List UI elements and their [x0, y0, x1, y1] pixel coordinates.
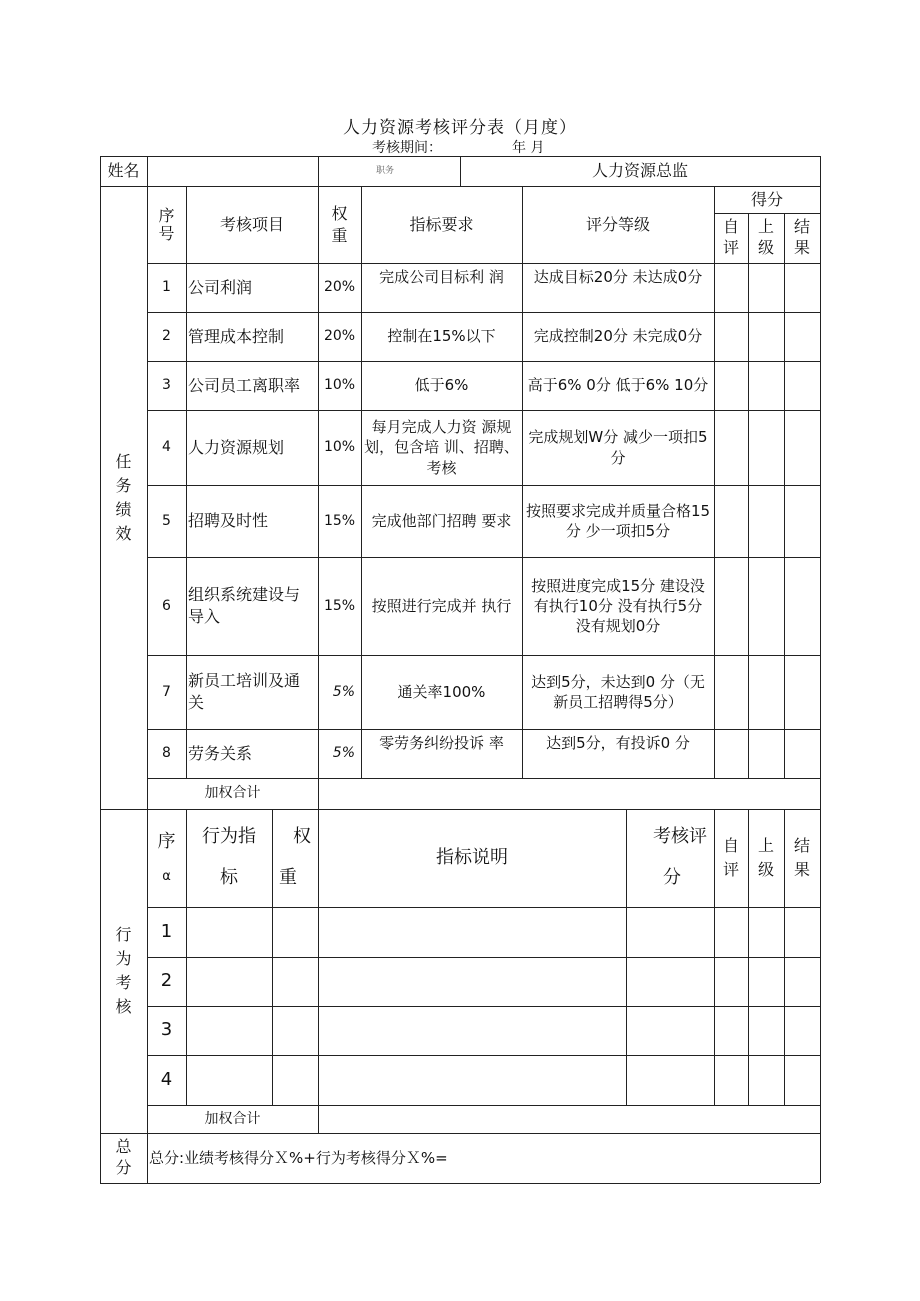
behavior-row-self[interactable] — [714, 907, 748, 957]
row-score-result[interactable] — [784, 410, 820, 485]
row-seq: 7 — [162, 683, 171, 700]
row-requirement: 通关率100% — [397, 682, 486, 701]
row-weight: 20% — [323, 279, 356, 296]
behavior-row-superior[interactable] — [748, 1055, 784, 1105]
row-seq: 5 — [162, 512, 171, 529]
behavior-row-superior[interactable] — [748, 957, 784, 1006]
b-col-weight: 权 重 — [279, 826, 311, 889]
col-weight: 权重 — [331, 203, 348, 245]
row-score-superior[interactable] — [748, 729, 784, 778]
behavior-row-self[interactable] — [714, 1006, 748, 1055]
behavior-row-desc[interactable] — [318, 1055, 626, 1105]
row-grading: 完成控制20分 未完成0分 — [533, 327, 703, 346]
row-grading: 达成目标20分 未达成0分 — [533, 268, 703, 286]
row-score-superior[interactable] — [748, 655, 784, 729]
behavior-row-seq: 3 — [160, 1019, 173, 1041]
behavior-row-item[interactable] — [186, 1006, 272, 1055]
behavior-row-score[interactable] — [626, 1055, 714, 1105]
behavior-row-score[interactable] — [626, 1006, 714, 1055]
b-col-superior: 上级 — [757, 836, 774, 879]
behavior-section-label: 行 为 考 核 — [115, 925, 132, 1016]
row-requirement: 控制在15%以下 — [387, 327, 496, 346]
row-score-result[interactable] — [784, 263, 820, 312]
row-score-self[interactable] — [714, 655, 748, 729]
b-col-self: 自评 — [723, 836, 740, 879]
row-grading: 完成规划W分 减少一项扣5分 — [528, 428, 708, 467]
row-item: 管理成本控制 — [188, 326, 285, 346]
behavior-row-superior[interactable] — [748, 1006, 784, 1055]
col-result: 结果 — [793, 217, 810, 257]
row-score-result[interactable] — [784, 557, 820, 655]
row-item: 新员工培训及通关 — [188, 671, 301, 712]
col-self: 自评 — [723, 217, 740, 257]
total-formula: 总分:业绩考核得分Ｘ%+行为考核得分Ｘ%= — [149, 1148, 448, 1167]
behavior-row-self[interactable] — [714, 1055, 748, 1105]
row-item: 人力资源规划 — [188, 437, 285, 457]
row-seq: 3 — [162, 377, 171, 394]
b-col-score: 考核评 分 — [653, 826, 707, 889]
row-score-superior[interactable] — [748, 410, 784, 485]
row-score-self[interactable] — [714, 312, 748, 361]
row-item: 组织系统建设与导入 — [188, 585, 301, 626]
row-grading: 达到5分，未达到0 分（无新员工招聘得5分） — [531, 672, 705, 711]
behavior-row-item[interactable] — [186, 1055, 272, 1105]
row-weight: 5% — [332, 683, 355, 700]
row-item: 公司利润 — [188, 277, 253, 297]
name-label: 姓名 — [107, 161, 140, 181]
row-score-self[interactable] — [714, 361, 748, 410]
behavior-row-result[interactable] — [784, 957, 820, 1006]
page-title: 人力资源考核评分表（月度） — [343, 118, 577, 138]
col-grading: 评分等级 — [585, 214, 650, 234]
b-col-seq: 序 α — [157, 831, 176, 885]
behavior-row-superior[interactable] — [748, 907, 784, 957]
row-score-superior[interactable] — [748, 557, 784, 655]
behavior-row-weight[interactable] — [272, 1055, 318, 1105]
row-score-self[interactable] — [714, 485, 748, 557]
row-score-result[interactable] — [784, 361, 820, 410]
row-seq: 4 — [162, 439, 171, 456]
behavior-row-desc[interactable] — [318, 957, 626, 1006]
behavior-row-seq: 2 — [160, 970, 173, 992]
row-seq: 2 — [162, 328, 171, 345]
row-score-result[interactable] — [784, 485, 820, 557]
row-weight: 15% — [323, 512, 356, 529]
behavior-row-score[interactable] — [626, 957, 714, 1006]
row-score-superior[interactable] — [748, 312, 784, 361]
col-seq: 序号 — [158, 205, 175, 243]
behavior-row-seq: 4 — [160, 1068, 173, 1090]
position-value: 人力资源总监 — [591, 161, 688, 181]
b-col-result: 结果 — [793, 836, 810, 879]
behavior-row-result[interactable] — [784, 907, 820, 957]
row-requirement: 零劳务纠纷投诉 率 — [379, 734, 504, 752]
behavior-row-weight[interactable] — [272, 907, 318, 957]
position-small-label: 职务 — [376, 165, 395, 176]
row-weight: 10% — [323, 439, 356, 456]
total-label: 总分 — [115, 1137, 132, 1177]
behavior-row-result[interactable] — [784, 1006, 820, 1055]
assessment-period: 考核期间： 年 月 — [372, 140, 545, 156]
row-grading: 高于6% 0分 低于6% 10分 — [527, 376, 709, 395]
row-item: 招聘及时性 — [188, 511, 269, 531]
col-item: 考核项目 — [219, 214, 284, 234]
row-requirement: 每月完成人力资 源规划，包含培 训、招聘、考核 — [364, 418, 519, 477]
behavior-subtotal-label: 加权合计 — [204, 1110, 261, 1127]
behavior-row-weight[interactable] — [272, 1006, 318, 1055]
col-superior: 上级 — [757, 217, 774, 257]
behavior-row-item[interactable] — [186, 907, 272, 957]
b-col-desc: 指标说明 — [436, 846, 508, 868]
row-weight: 5% — [332, 745, 355, 762]
row-weight: 15% — [323, 597, 356, 614]
row-grading: 达到5分，有投诉0 分 — [546, 734, 690, 752]
behavior-row-result[interactable] — [784, 1055, 820, 1105]
row-score-self[interactable] — [714, 410, 748, 485]
behavior-row-score[interactable] — [626, 907, 714, 957]
behavior-row-desc[interactable] — [318, 1006, 626, 1055]
row-seq: 8 — [162, 745, 171, 762]
row-seq: 6 — [162, 597, 171, 614]
col-score: 得分 — [750, 189, 783, 209]
task-section-label: 任 务 绩 效 — [115, 451, 132, 543]
behavior-row-self[interactable] — [714, 957, 748, 1006]
behavior-row-desc[interactable] — [318, 907, 626, 957]
name-field[interactable] — [147, 156, 318, 186]
row-score-result[interactable] — [784, 312, 820, 361]
row-score-result[interactable] — [784, 655, 820, 729]
row-grading: 按照要求完成并质量合格15分 少一项扣5分 — [525, 501, 711, 540]
row-requirement: 完成他部门招聘 要求 — [371, 511, 512, 530]
row-score-superior[interactable] — [748, 485, 784, 557]
behavior-row-weight[interactable] — [272, 957, 318, 1006]
col-requirement: 指标要求 — [409, 214, 474, 234]
row-seq: 1 — [162, 279, 171, 296]
behavior-row-item[interactable] — [186, 957, 272, 1006]
row-weight: 10% — [323, 377, 356, 394]
b-col-item: 行为指 标 — [202, 826, 256, 889]
row-requirement: 低于6% — [414, 376, 469, 395]
row-requirement: 完成公司目标利 润 — [379, 268, 504, 286]
row-score-result[interactable] — [784, 729, 820, 778]
behavior-row-seq: 1 — [160, 920, 173, 942]
row-score-self[interactable] — [714, 557, 748, 655]
row-item: 公司员工离职率 — [188, 375, 301, 395]
row-score-superior[interactable] — [748, 361, 784, 410]
row-weight: 20% — [323, 328, 356, 345]
row-score-self[interactable] — [714, 729, 748, 778]
row-score-superior[interactable] — [748, 263, 784, 312]
row-item: 劳务关系 — [188, 743, 253, 763]
task-subtotal-label: 加权合计 — [204, 785, 261, 802]
row-requirement: 按照进行完成并 执行 — [371, 596, 512, 615]
row-score-self[interactable] — [714, 263, 748, 312]
row-grading: 按照进度完成15分 建设没有执行10分 没有执行5分 没有规划0分 — [531, 576, 705, 636]
